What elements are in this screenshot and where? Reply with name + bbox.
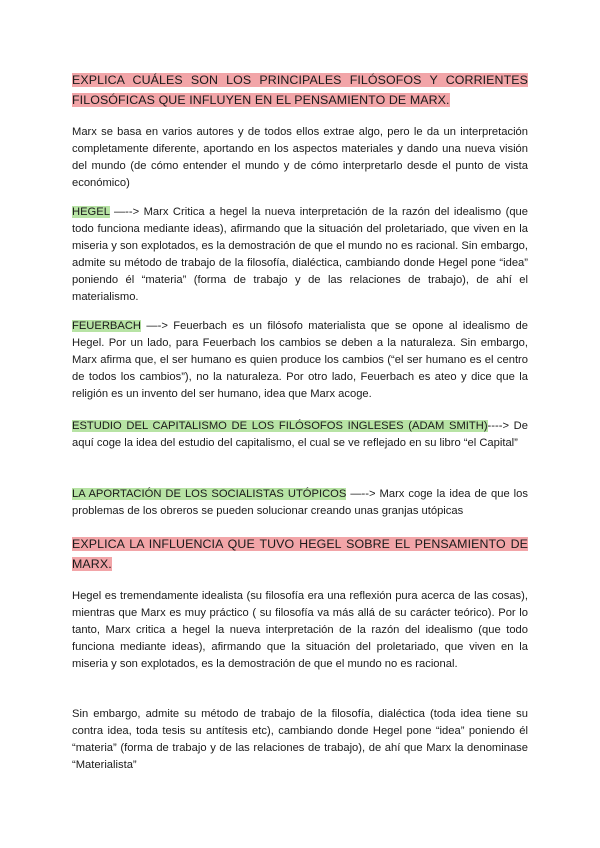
hegel-influence-paragraph-2: Sin embargo, admite su método de trabajo de la filosofía, dialéctica (toda idea tiene su contra idea, toda tesis su antítesis etc), cambiando donde Hegel pone “idea” poniendo él “materia” (forma de trabajo y de las relaciones de trabajo), de ahí que Marx la denominase “Materialista”	[72, 708, 528, 771]
socialistas-label: LA APORTACIÓN DE LOS SOCIALISTAS UTÓPICOS	[72, 488, 347, 500]
capitalismo-text: ----> De aquí coge la idea del estudio del capitalismo, el cual se ve reflejado en su libro “el Capital”	[72, 420, 528, 449]
hegel-paragraph	[72, 204, 528, 306]
feuerbach-label: FEUERBACH	[72, 320, 141, 332]
hegel-influence-paragraph-1: Hegel es tremendamente idealista (su filosofía era una reflexión pura acerca de las cosas), mientras que Marx es muy práctico ( su filosofía va más allá de su carácter teórico). Por lo tanto, Marx critica a hegel la nueva interpretación de la razón del idealismo (que todo funciona mediante ideas), afirmando que la situación del proletariado, que viven en la miseria y son explotados, es la demostración de que el mundo no es racional.	[72, 590, 528, 670]
heading-question-2	[72, 534, 528, 574]
feuerbach-paragraph	[72, 318, 528, 403]
feuerbach-text: —-> Feuerbach es un filósofo materialista que se opone al idealismo de Hegel. Por un lado, para Feuerbach los cambios se deben a la naturaleza. Sin embargo, Marx afirma que, el ser humano es quien produce los cambios (“el ser humano es el centro de todos los cambios”), no la naturaleza. Por otro lado, Feuerbach es ateo y dice que la religión es un invento del ser humano, idea que Marx acoge.	[72, 320, 528, 400]
hegel-text: —--> Marx Critica a hegel la nueva interpretación de la razón del idealismo (que todo funciona mediante ideas), afirmando que la situación del proletariado, que viven en la miseria y son explotados, es la demostración de que el mundo no es racional. Sin embargo, admite su método de trabajo de la filosofía, dialéctica, cambiando donde Hegel pone “idea” poniendo él “materia” (forma de trabajo y de las relaciones de trabajo), de ahí el materialismo.	[72, 206, 528, 303]
capitalismo-paragraph	[72, 418, 528, 452]
intro-paragraph: Marx se basa en varios autores y de todos ellos extrae algo, pero le da un interpretación completamente diferente, aportando en los aspectos materiales y dando una nueva visión del mundo (de cómo entender el mundo y de cómo interpretarlo desde el punto de vista económico)	[72, 126, 528, 189]
heading-question-2-text: EXPLICA LA INFLUENCIA QUE TUVO HEGEL SOBRE EL PENSAMIENTO DE MARX.	[72, 537, 528, 571]
heading-question-1-text: EXPLICA CUÁLES SON LOS PRINCIPALES FILÓSOFOS Y CORRIENTES FILOSÓFICAS QUE INFLUYEN EN EL PENSAMIENTO DE MARX.	[72, 73, 528, 107]
socialistas-paragraph	[72, 486, 528, 520]
heading-question-1	[72, 70, 528, 110]
hegel-label: HEGEL	[72, 206, 110, 218]
socialistas-text: —--> Marx coge la idea de que los problemas de los obreros se pueden solucionar creando unas granjas utópicas	[72, 488, 528, 517]
capitalismo-label: ESTUDIO DEL CAPITALISMO DE LOS FILÓSOFOS INGLESES (ADAM SMITH)	[72, 420, 488, 432]
